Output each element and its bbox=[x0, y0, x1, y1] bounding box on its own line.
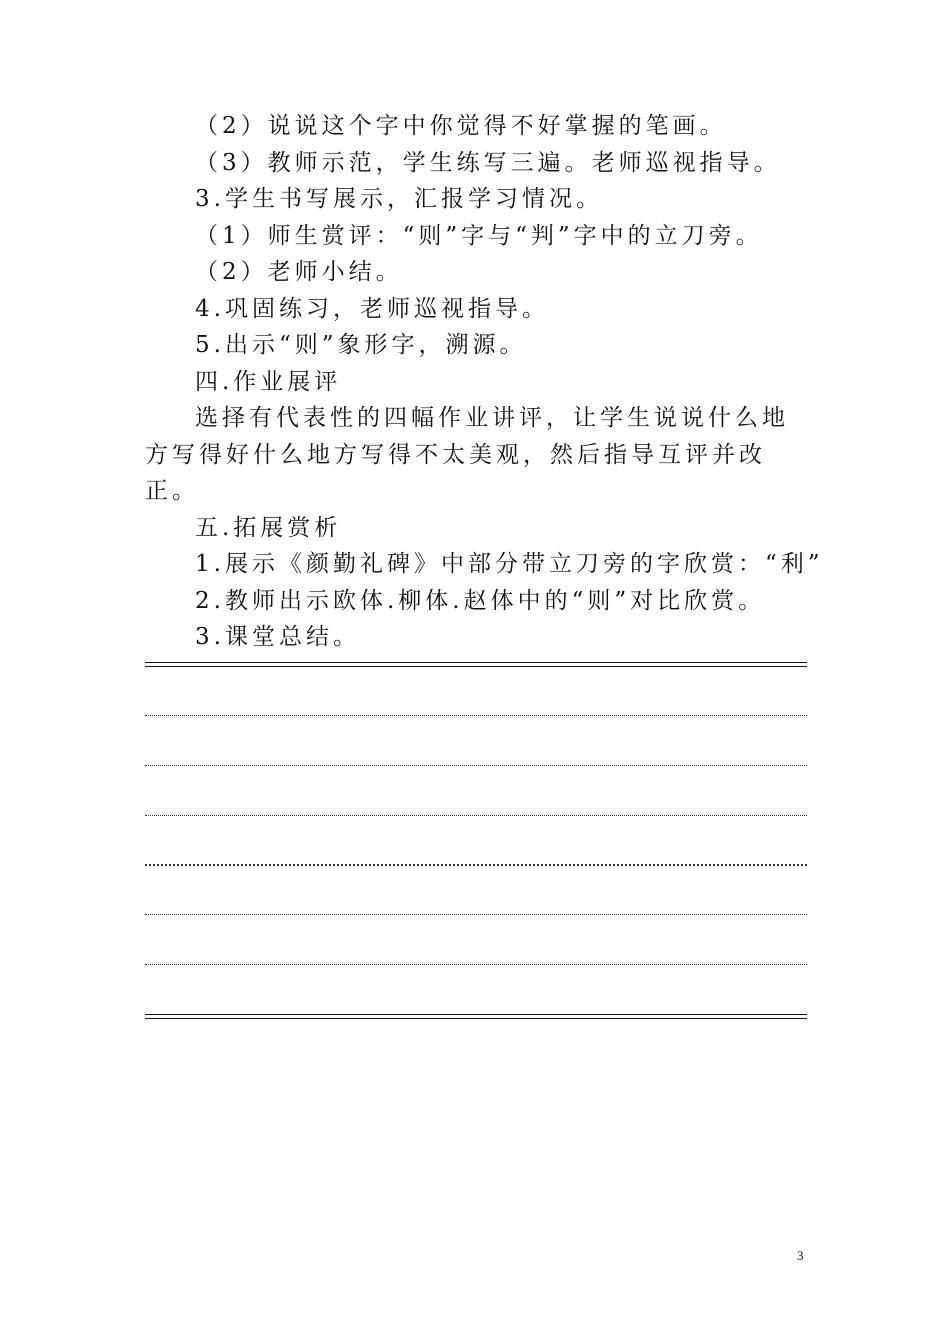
note-line bbox=[145, 815, 807, 816]
bottom-double-rule bbox=[145, 1014, 807, 1019]
section-heading: 四.作业展评 bbox=[195, 368, 342, 395]
note-line bbox=[145, 765, 807, 766]
step-line: 3.课堂总结。 bbox=[195, 624, 360, 650]
lesson-plan-body bbox=[145, 108, 824, 656]
top-double-rule bbox=[145, 662, 807, 667]
notes-area bbox=[145, 662, 807, 667]
step-line: （2）说说这个字中你觉得不好掌握的笔画。 bbox=[195, 113, 727, 139]
step-line: 3.学生书写展示，汇报学习情况。 bbox=[195, 186, 603, 212]
page-number: 3 bbox=[797, 1248, 804, 1263]
step-line: 2.教师出示欧体.柳体.赵体中的“则”对比欣赏。 bbox=[195, 587, 766, 614]
step-line: （3）教师示范，学生练写三遍。老师巡视指导。 bbox=[195, 149, 781, 176]
section-heading: 五.拓展赏析 bbox=[195, 514, 342, 541]
note-line bbox=[145, 964, 807, 965]
paragraph: 选择有代表性的四幅作业讲评，让学生说说什么地方写得好什么地方写得不太美观，然后指导互评并改正。 bbox=[145, 405, 789, 504]
note-line bbox=[145, 864, 807, 866]
note-line bbox=[145, 914, 807, 915]
note-line bbox=[145, 715, 807, 716]
step-line: 1.展示《颜勤礼碑》中部分带立刀旁的字欣赏：“利” bbox=[195, 551, 824, 577]
step-line: 4.巩固练习，老师巡视指导。 bbox=[195, 295, 549, 322]
step-line: （2）老师小结。 bbox=[195, 259, 403, 285]
step-line: （1）师生赏评：“则”字与“判”字中的立刀旁。 bbox=[195, 222, 763, 249]
step-line: 5.出示“则”象形字，溯源。 bbox=[195, 332, 527, 358]
